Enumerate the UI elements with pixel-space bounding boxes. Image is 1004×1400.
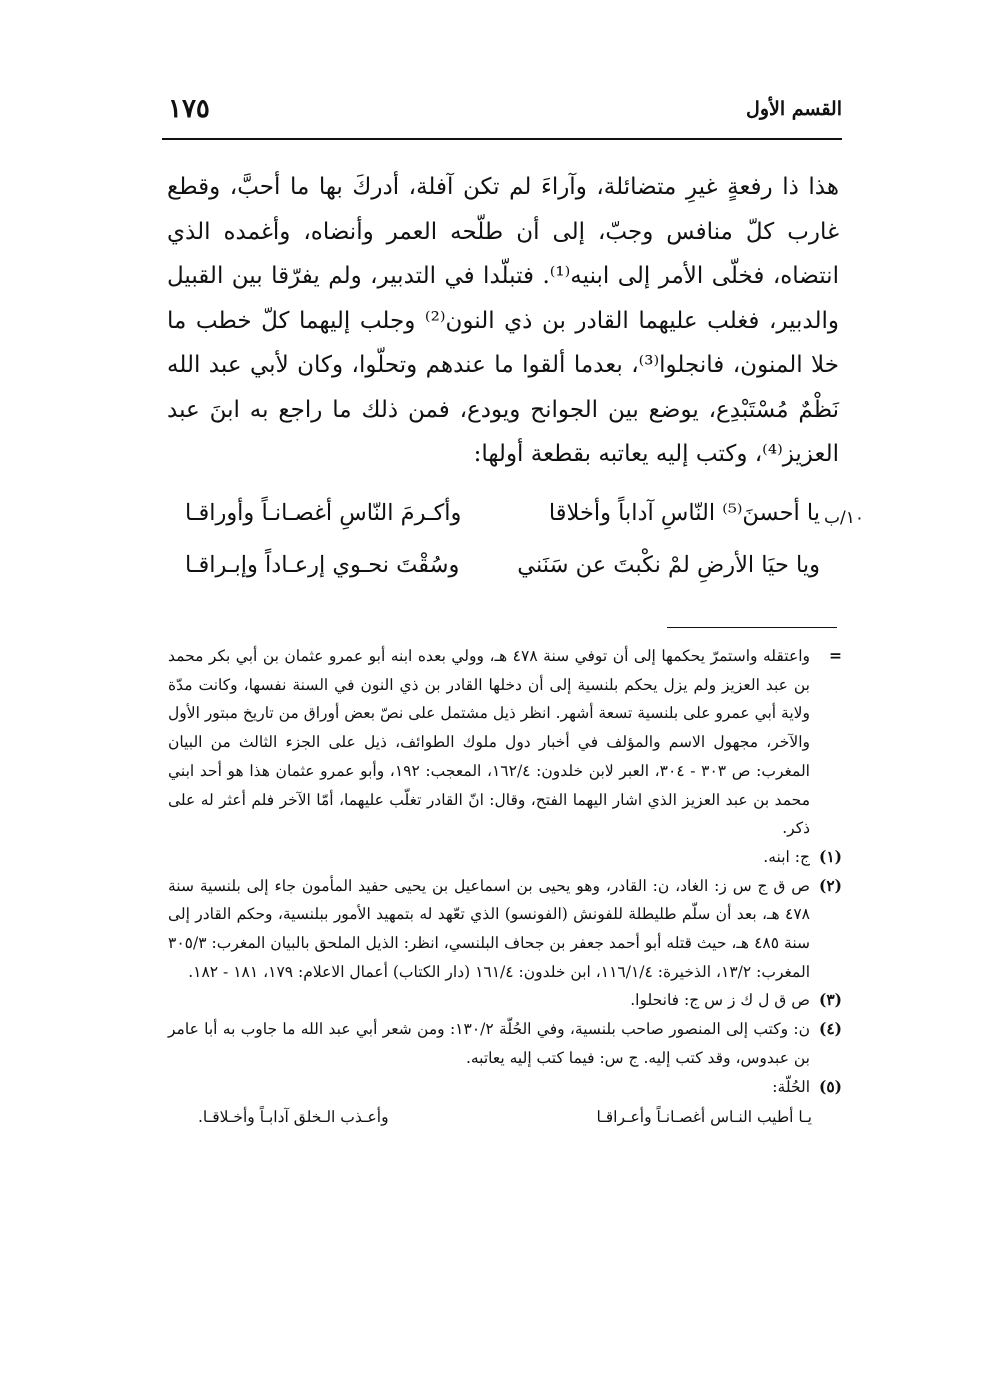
footnote-marker: (٤): [818, 1019, 842, 1039]
footnote-4: [168, 1015, 842, 1072]
footnotes: [168, 642, 842, 1133]
verse-second-hemistich: وأكـرمَ النّاسِ أغصـانـاً وأوراقـا: [185, 500, 462, 526]
footnote-text: ج: ابنه.: [763, 847, 810, 866]
footnote-1: [168, 843, 842, 872]
footnote-5: [168, 1073, 842, 1102]
verse-second-hemistich: وأعـذب الـخلق آدابـاً وأخـلاقـا.: [198, 1108, 389, 1127]
page-number: ١٧٥: [168, 94, 210, 124]
verse-first-hemistich: ويا حيَا الأرضِ لمْ نكْبتَ عن سَنَني: [517, 552, 820, 578]
verse-first-hemistich: يا أحسنَ⁽⁵⁾ النّاسِ آداباً وأخلاقا: [548, 500, 820, 526]
footnote-text: ص ق ل ك ز س ج: فانحلوا.: [630, 991, 810, 1010]
footnote-2: [168, 872, 842, 987]
footnote-separator: [667, 627, 837, 628]
verse-line: [185, 500, 820, 544]
footnote-marker: (٢): [818, 875, 842, 895]
footnote-marker: (٣): [818, 990, 842, 1010]
footnote-text: ن: وكتب إلى المنصور صاحب بلنسية، وفي الحُلّة ١٣٠/٢: ومن شعر أبي عبد الله ما جاوب به أبا عامر بن عبدوس، وقد كتب إليه. ج س: فيما كتب إليه يعاتبه.: [168, 1020, 810, 1067]
footnote-text: واعتقله واستمرّ يحكمها إلى أن توفي سنة ٤٧٨ هـ، وولي بعده ابنه أبو عمرو عثمان بن أبي بكر محمد بن عبد العزيز ولم يزل يحكم بلنسية إلى أن دخلها القادر بن ذي النون في السنة نفسها، وكانت مدّة ولاية أبي عمرو على بلنسية تسعة أشهر. انظر ذيل مشتمل على نصّ بعض أوراق من تاريخ مبتور الأول والآخر، مجهول الاسم والمؤلف في أخبار دول ملوك الطوائف، ذيل على الجزء الثالث من البيان المغرب: ص ٣٠٣ - ٣٠٤، العبر لابن خلدون: ١٦٢/٤، المعجب: ١٩٢، وأبو عمرو عثمان هذا هو أحد ابني محمد بن عبد العزيز الذي اشار اليهما الفتح، وقال: انّ القادر تغلّب عليهما، أمّا الآخر فلم أعثر له على ذكر.: [168, 647, 810, 838]
verse-second-hemistich: وسُقْتَ نحـوي إرعـاداً وإبـراقـا: [185, 552, 460, 578]
main-text: [167, 165, 839, 477]
header-rule: [162, 138, 842, 140]
footnote-marker: (١): [818, 846, 842, 866]
verse-line: [185, 552, 820, 596]
page-header: [168, 92, 842, 132]
body-paragraph: هذا ذا رفعةٍ غيرِ متضائلة، وآراءَ لم تكن آفلة، أدركَ بها ما أحبَّ، وقطع غارب كلّ منافس وجبّ، إلى أن طلّحه العمر وأنضاه، وأغمده الذي انتضاه، فخلّى الأمر إلى ابنيه⁽¹⁾. فتبلّدا في التدبير، ولم يفرّقا بين القبيل والدبير، فغلب عليهما القادر بن ذي النون⁽²⁾ وجلب إليهما كلّ خطب ما خلا المنون، فانجلوا⁽³⁾، بعدما ألقوا ما عندهم وتحلّوا، وكان لأبي عبد الله نَظْمٌ مُسْتَبْدِع، يوضع بين الجوانح ويودع، فمن ذلك ما راجع به ابنَ عبد العزيز⁽⁴⁾، وكتب إليه يعاتبه بقطعة أولها:: [167, 174, 839, 467]
manuscript-folio-ref: ١٠/ب: [824, 508, 864, 528]
footnote-marker: =: [829, 646, 842, 665]
footnote-3: [168, 986, 842, 1015]
section-title: القسم الأول: [746, 98, 842, 120]
footnote-verse: [168, 1103, 842, 1133]
footnote-text: الحُلّة:: [772, 1077, 810, 1096]
footnote-continued: [168, 642, 842, 843]
footnote-text: ص ق ج س ز: الغاد، ن: القادر، وهو يحيى بن اسماعيل بن يحيى حفيد المأمون جاء إلى بلنسية سنة ٤٧٨ هـ، بعد أن سلّم طليطلة للفونش (الفونسو) الذي تعّهد له بتمهيد الأمور ببلنسية، وحكم القادر إلى سنة ٤٨٥ هـ، حيث قتله أبو أحمد جعفر بن جحاف البلنسي، انظر: الذيل الملحق بالبيان المغرب: ٣٠٥/٣ المغرب: ١٣/٢، الذخيرة: ١١٦/١/٤، ابن خلدون: ١٦١/٤ (دار الكتاب) أعمال الاعلام: ١٧٩، ١٨١ - ١٨٢.: [168, 876, 810, 981]
poem-block: [185, 500, 864, 600]
verse-first-hemistich: يـا أطيب النـاس أغصـانـاً وأعـراقـا: [596, 1108, 812, 1127]
footnote-marker: (٥): [818, 1076, 842, 1096]
